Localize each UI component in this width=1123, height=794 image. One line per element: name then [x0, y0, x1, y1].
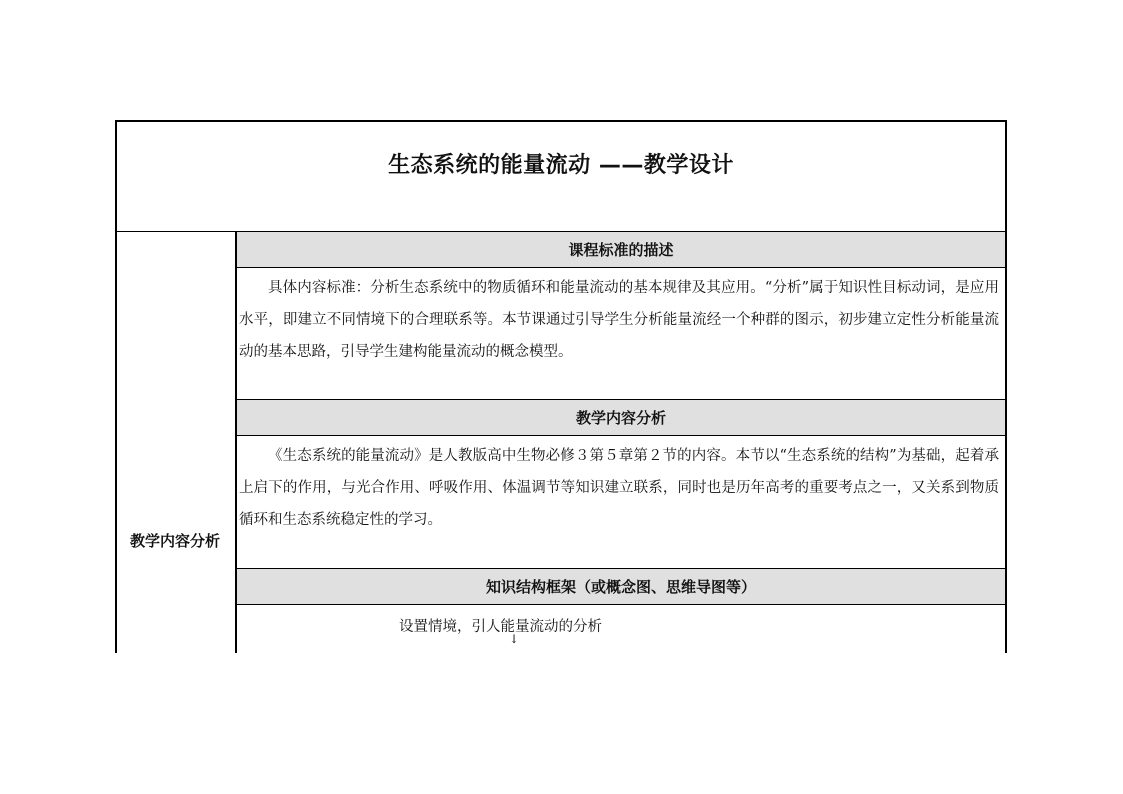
left-column — [115, 232, 237, 653]
section-body-curriculum — [237, 268, 1005, 400]
section-heading-knowledge-framework: 知识结构框架（或概念图、思维导图等） — [237, 569, 1005, 605]
section-body-knowledge-framework — [237, 605, 1005, 653]
section-body-content-analysis — [237, 436, 1005, 569]
curriculum-text: 具体内容标准：分析生态系统中的物质循环和能量流动的基本规律及其应用。“分析”属于知识性目标动词，是应用水平，即建立不同情境下的合理联系等。本节课通过引导学生分析能量流经一个种群的图示，初步建立定性分析能量流动的基本思路，引导学生建构能量流动的概念模型。 — [239, 280, 999, 360]
lesson-plan-table — [115, 120, 1007, 653]
flow-arrow-icon: ↓ — [509, 632, 520, 646]
page-title: 生态系统的能量流动 ——教学设计 — [388, 153, 734, 178]
row-label: 教学内容分析 — [129, 532, 220, 550]
section-heading-content-analysis: 教学内容分析 — [237, 400, 1005, 436]
content-column — [237, 232, 1007, 653]
title-row — [115, 120, 1007, 232]
flow-step: 设置情境，引人能量流动的分析 — [399, 619, 602, 635]
content-analysis-text: 《生态系统的能量流动》是人教版高中生物必修３第５章第２节的内容。本节以“生态系统的结构”为基础，起着承上启下的作用，与光合作用、呼吸作用、体温调节等知识建立联系，同时也是历年高考的重要考点之一，又关系到物质循环和生态系统稳定性的学习。 — [239, 448, 999, 528]
section-heading-curriculum: 课程标准的描述 — [237, 232, 1005, 268]
